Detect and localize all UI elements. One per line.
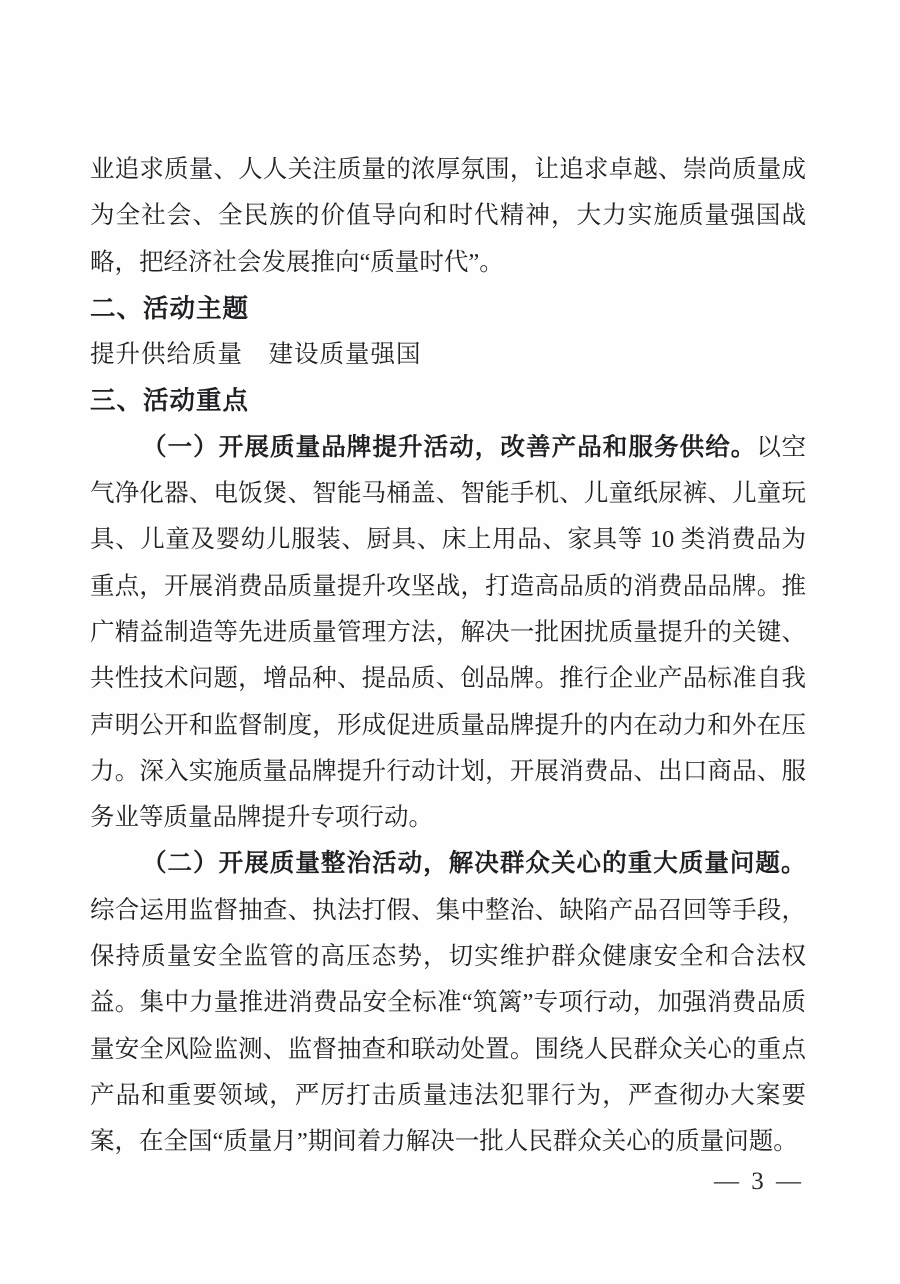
document-body bbox=[90, 147, 806, 1166]
section-heading-activity-theme: 二、活动主题 bbox=[90, 294, 250, 323]
item-2-paragraph bbox=[90, 841, 806, 1165]
item-1-paragraph bbox=[90, 425, 806, 842]
page-number: — 3 — bbox=[714, 1168, 804, 1195]
item-2-lead: （二）开展质量整治活动，解决群众关心的重大质量问题。 bbox=[142, 850, 806, 878]
theme-slogan-line: 提升供给质量 建设质量强国 bbox=[90, 341, 422, 369]
item-1-body: 以空气净化器、电饭煲、智能马桶盖、智能手机、儿童纸尿裤、儿童玩具、儿童及婴幼儿服装、厨具、床上用品、家具等 10 类消费品为重点，开展消费品质量提升攻坚战，打造高品质的消费品品牌。推广精益制造等先进质量管理方法，解决一批困扰质量提升的关键、共性技术问题，增品种、提品质、创品牌。推行企业产品标准自我声明公开和监督制度，形成促进质量品牌提升的内在动力和外在压力。深入实施质量品牌提升行动计划，开展消费品、出口商品、服务业等质量品牌提升专项行动。 bbox=[90, 433, 807, 832]
item-2-body: 综合运用监督抽查、执法打假、集中整治、缺陷产品召回等手段，保持质量安全监管的高压态势，切实维护群众健康安全和合法权益。集中力量推进消费品安全标准“筑篱”专项行动，加强消费品质量安全风险监测、监督抽查和联动处置。围绕人民群众关心的重点产品和重要领域，严厉打击质量违法犯罪行为，严查彻办大案要案，在全国“质量月”期间着力解决一批人民群众关心的质量问题。 bbox=[90, 896, 806, 1156]
paragraph-continuation: 业追求质量、人人关注质量的浓厚氛围，让追求卓越、崇尚质量成为全社会、全民族的价值导向和时代精神，大力实施质量强国战略，把经济社会发展推向“质量时代”。 bbox=[90, 156, 806, 276]
section-heading-activity-focus: 三、活动重点 bbox=[90, 387, 250, 416]
item-1-lead: （一）开展质量品牌提升活动，改善产品和服务供给。 bbox=[142, 433, 757, 461]
